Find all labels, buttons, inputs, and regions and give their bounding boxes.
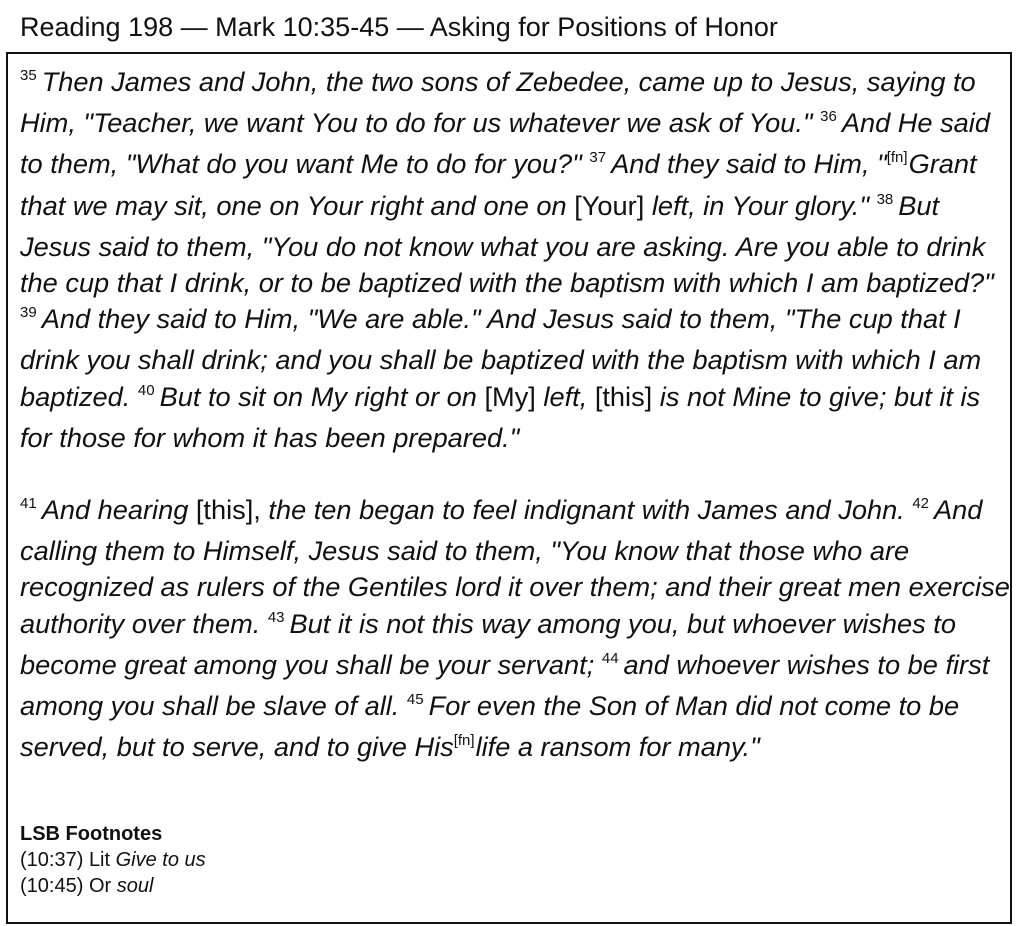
verse-text: And hearing: [41, 494, 189, 526]
footnote-prefix: Or: [88, 875, 112, 897]
verse-text: left, in Your glory.": [651, 189, 870, 221]
footnote-ref: (10:37): [20, 849, 84, 871]
verse-text: But to sit on My right or on: [159, 380, 477, 412]
verse-text: But it is not this way among you, but whoever wishes to become great among you shall be your servant;: [20, 607, 956, 680]
verse-text: life a ransom for many.": [475, 731, 760, 763]
verse-number: 44: [601, 649, 619, 667]
footnotes-section: [20, 821, 206, 899]
bracketed-text: [Your]: [574, 189, 645, 221]
footnote-item: [20, 847, 206, 873]
footnote-item: [20, 873, 206, 899]
footnotes-title: LSB Footnotes: [20, 823, 163, 845]
bracketed-text: [this],: [195, 494, 261, 526]
bracketed-text: [My]: [484, 380, 536, 412]
verse-text: For even the Son of Man did not come to be served, but to serve, and to give His: [20, 690, 960, 763]
scripture-box: [6, 52, 1012, 924]
verse-text: And He said to them, "What do you want Me to do for you?": [20, 107, 990, 180]
footnote-emphasis: soul: [116, 875, 154, 897]
verse-number: 45: [406, 691, 424, 709]
paragraph: [20, 64, 1010, 456]
verse-text: But Jesus said to them, "You do not know what you are asking. Are you able to drink the cup that I drink, or to be baptized with the baptism with which I am baptized?": [20, 189, 994, 299]
footnote-prefix: Lit: [88, 849, 111, 871]
paragraph: [20, 492, 1010, 770]
footnote-marker: [fn]: [886, 149, 908, 167]
verse-text: Then James and John, the two sons of Zebedee, came up to Jesus, saying to Him, "Teacher, we want You to do for us whatever we ask of You.": [20, 66, 976, 139]
verse-text: And they said to Him, "We are able." And Jesus said to them, "The cup that I drink you shall drink; and you shall be baptized with the baptism with which I am baptized.: [20, 303, 982, 412]
footnote-marker: [fn]: [453, 732, 475, 750]
verse-text: Grant that we may sit, one on Your right and one on: [20, 148, 977, 221]
verse-number: 41: [20, 495, 37, 513]
verse-text: is not Mine to give; but it is for those for whom it has been prepared.": [20, 380, 981, 453]
footnote-emphasis: Give to us: [115, 849, 206, 871]
verse-text: left,: [543, 380, 588, 412]
verse-number: 40: [137, 381, 155, 399]
scripture-passage: [20, 64, 1010, 770]
verse-number: 37: [589, 149, 607, 167]
verse-number: 36: [820, 108, 837, 126]
verse-number: 43: [267, 608, 285, 626]
verse-number: 39: [20, 304, 37, 322]
verse-text: And they said to Him, ": [611, 148, 887, 180]
verse-text: and whoever wishes to be first among you shall be slave of all.: [20, 648, 990, 722]
verse-number: 35: [20, 67, 37, 84]
verse-number: 42: [912, 495, 929, 513]
bracketed-text: [this]: [594, 380, 653, 412]
verse-text: And calling them to Himself, Jesus said to them, "You know that those who are recognized as rulers of the Gentiles lord it over them; and their great men exercise authority over them.: [20, 494, 1010, 639]
verse-number: 38: [876, 190, 894, 208]
verse-text: the ten began to feel indignant with James and John.: [268, 494, 905, 526]
footnote-ref: (10:45): [20, 875, 84, 897]
reading-heading: Reading 198 — Mark 10:35-45 — Asking for Positions of Honor: [20, 12, 778, 42]
